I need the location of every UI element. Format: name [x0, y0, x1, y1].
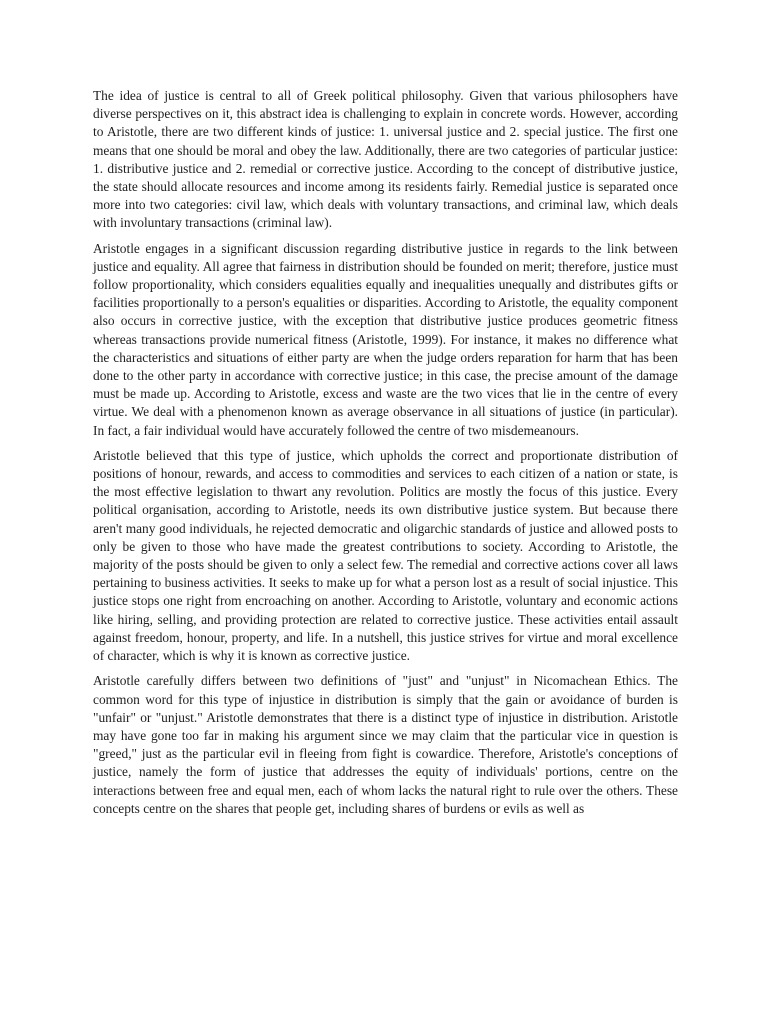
- paragraph-3: Aristotle believed that this type of justice, which upholds the correct and proportionate distribution of positions of honour, rewards, and access to commodities and services to each citizen of a nation or state, is the most effective legislation to thwart any revolution. Politics are mostly the focus of this justice. Every political organisation, according to Aristotle, needs its own distributive justice system. But because there aren't many good individuals, he rejected democratic and oligarchic standards of justice and allowed posts to only be given to those who have made the greatest contributions to society. According to Aristotle, the majority of the posts should be given to only a select few. The remedial and corrective actions cover all laws pertaining to business activities. It seeks to make up for what a person lost as a result of social injustice. This justice stops one right from encroaching on another. According to Aristotle, voluntary and economic actions like hiring, selling, and providing protection are related to corrective justice. These activities entail assault against freedom, honour, property, and life. In a nutshell, this justice strives for virtue and moral excellence of character, which is why it is known as corrective justice.: [93, 447, 678, 664]
- paragraph-4: Aristotle carefully differs between two definitions of "just" and "unjust" in Nicomachean Ethics. The common word for this type of injustice in distribution is simply that the gain or avoidance of burden is "unfair" or "unjust." Aristotle demonstrates that there is a distinct type of injustice in distribution. Aristotle may have gone too far in making his argument since we may claim that the particular vice in question is "greed," just as the particular evil in fleeing from fight is cowardice. Therefore, Aristotle's conceptions of justice, namely the form of justice that addresses the equity of individuals' portions, centre on the interactions between free and equal men, each of whom lacks the natural right to rule over the others. These concepts centre on the shares that people get, including shares of burdens or evils as well as: [93, 673, 678, 816]
- paragraph-1: The idea of justice is central to all of Greek political philosophy. Given that various philosophers have diverse perspectives on it, this abstract idea is challenging to explain in concrete words. However, according to Aristotle, there are two different kinds of justice: 1. universal justice and 2. special justice. The first one means that one should be moral and obey the law. Additionally, there are two categories of particular justice: 1. distributive justice and 2. remedial or corrective justice. According to the concept of distributive justice, the state should allocate resources and income among its residents fairly. Remedial justice is separated once more into two categories: civil law, which deals with voluntary transactions, and criminal law, which deals with involuntary transactions (criminal law).: [93, 88, 678, 231]
- paragraph-2: Aristotle engages in a significant discussion regarding distributive justice in regards to the link between justice and equality. All agree that fairness in distribution should be founded on merit; therefore, justice must follow proportionality, which considers equalities equally and inequalities unequally and distributes gifts or facilities proportionally to a person's equalities or disparities. According to Aristotle, the equality component also occurs in corrective justice, with the exception that distributive justice produces geometric fitness whereas transactions provide numerical fitness (Aristotle, 1999). For instance, it makes no difference what the characteristics and situations of either party are when the judge orders reparation for harm that has been done to the other party in accordance with corrective justice; in this case, the precise amount of the damage must be made up. According to Aristotle, excess and waste are the two vices that lie in the centre of every virtue. We deal with a phenomenon known as average observance in all situations of justice (in particular). In fact, a fair individual would have accurately followed the centre of two misdemeanours.: [93, 240, 678, 438]
